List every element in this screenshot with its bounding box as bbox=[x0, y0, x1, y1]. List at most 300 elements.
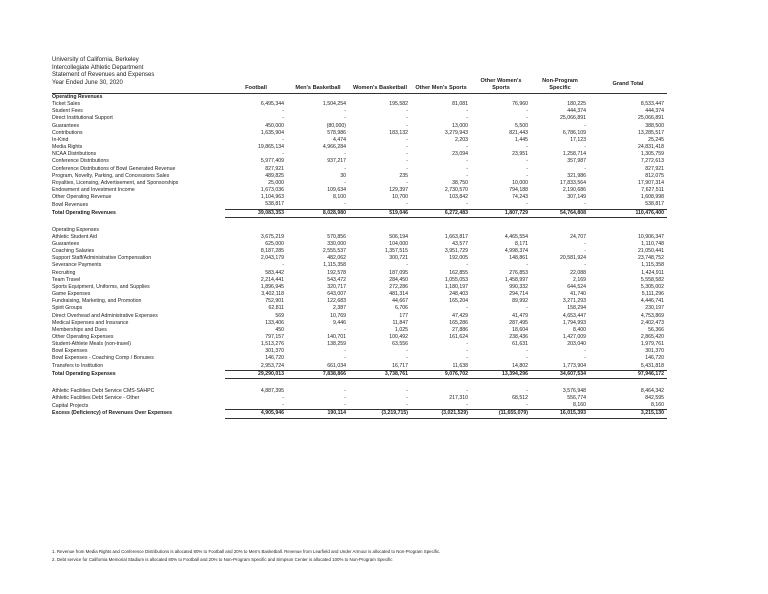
cell-other-men-s-sports: 11,638 bbox=[452, 362, 468, 369]
row-label: Medical Expenses and Insurance bbox=[52, 319, 129, 326]
row-label: Support Staff/Administrative Compensation bbox=[52, 255, 152, 262]
cell-other-men-s-sports: 192,005 bbox=[449, 255, 468, 262]
cell-grand-total: 1,979,761 bbox=[640, 341, 664, 348]
cell-grand-total: 7,272,613 bbox=[640, 158, 664, 165]
cell-men-s-basketball: 9,446 bbox=[333, 319, 346, 326]
cell-grand-total: 3,215,130 bbox=[589, 410, 667, 418]
cell-men-s-basketball: - bbox=[344, 326, 346, 333]
cell-other-men-s-sports: 81,081 bbox=[452, 101, 468, 108]
table-row bbox=[52, 277, 667, 284]
row-label: Severance Payments bbox=[52, 262, 102, 269]
row-label: Endowment and Investment Income bbox=[52, 187, 135, 194]
cell-men-s-basketball: 320,717 bbox=[327, 283, 346, 290]
cell-non-program-specific: 24,707 bbox=[570, 233, 586, 240]
cell-non-program-specific: 16,015,393 bbox=[531, 410, 589, 418]
cell-other-women-s-sports: - bbox=[526, 402, 528, 409]
cell-grand-total: 5,431,818 bbox=[640, 362, 664, 369]
row-label: Conference Distributions bbox=[52, 158, 109, 165]
table-row bbox=[52, 402, 667, 410]
column-header-non-program-specific: Non-Program Specific bbox=[542, 78, 578, 91]
cell-other-men-s-sports: - bbox=[466, 387, 468, 394]
cell-other-women-s-sports: 276,853 bbox=[509, 269, 528, 276]
cell-grand-total: 21,050,441 bbox=[638, 248, 664, 255]
table-row bbox=[52, 101, 667, 108]
cell-football: 62,811 bbox=[268, 305, 284, 312]
cell-women-s-basketball: - bbox=[406, 151, 408, 158]
table-row bbox=[52, 388, 667, 395]
cell-football bbox=[225, 227, 287, 234]
table-row bbox=[52, 320, 667, 327]
cell-grand-total: 1,608,998 bbox=[640, 194, 664, 201]
cell-non-program-specific: 25,066,891 bbox=[560, 115, 586, 122]
cell-football: 3,402,118 bbox=[261, 291, 284, 298]
cell-non-program-specific: 17,833,564 bbox=[560, 179, 586, 186]
table-row bbox=[52, 255, 667, 262]
table-row bbox=[52, 291, 667, 298]
cell-non-program-specific bbox=[531, 94, 589, 102]
cell-grand-total bbox=[589, 378, 667, 388]
cell-men-s-basketball: 138,259 bbox=[327, 341, 346, 348]
row-label: Athletic Facilities Debt Service CMS-SAHPC bbox=[52, 387, 155, 394]
cell-non-program-specific bbox=[531, 217, 589, 227]
cell-other-women-s-sports: 89,992 bbox=[512, 298, 528, 305]
cell-women-s-basketball: 300,721 bbox=[389, 255, 408, 262]
cell-women-s-basketball: - bbox=[406, 179, 408, 186]
row-label: Guarantees bbox=[52, 122, 80, 129]
cell-women-s-basketball bbox=[349, 94, 411, 102]
cell-other-men-s-sports: - bbox=[466, 201, 468, 208]
cell-other-men-s-sports: 38,750 bbox=[452, 179, 468, 186]
total-row bbox=[52, 410, 667, 418]
cell-other-men-s-sports: (3,021,529) bbox=[411, 410, 471, 418]
cell-football: 1,673,036 bbox=[260, 187, 284, 194]
table-row bbox=[52, 201, 667, 209]
cell-other-women-s-sports: 5,500 bbox=[515, 122, 528, 129]
cell-women-s-basketball: - bbox=[406, 115, 408, 122]
cell-men-s-basketball: (80,000) bbox=[326, 122, 346, 129]
cell-men-s-basketball bbox=[287, 217, 349, 227]
cell-men-s-basketball bbox=[287, 94, 349, 102]
cell-grand-total: 25,066,891 bbox=[638, 115, 664, 122]
cell-women-s-basketball: - bbox=[406, 348, 408, 355]
cell-non-program-specific: 8,160 bbox=[573, 402, 586, 409]
cell-grand-total: 7,627,511 bbox=[641, 187, 664, 194]
cell-football: 39,083,353 bbox=[225, 209, 287, 217]
cell-other-women-s-sports: - bbox=[526, 355, 528, 362]
cell-men-s-basketball: 8,028,980 bbox=[287, 209, 349, 217]
cell-grand-total: 1,424,911 bbox=[641, 269, 664, 276]
cell-women-s-basketball: - bbox=[406, 402, 408, 409]
table-row bbox=[52, 137, 667, 144]
cell-grand-total: 812,075 bbox=[645, 172, 664, 179]
cell-football: 625,000 bbox=[265, 240, 284, 247]
column-header-row bbox=[52, 78, 667, 94]
cell-women-s-basketball: 104,000 bbox=[389, 240, 408, 247]
cell-other-women-s-sports: - bbox=[526, 115, 528, 122]
cell-other-men-s-sports: 27,886 bbox=[452, 326, 468, 333]
cell-grand-total: 4,753,869 bbox=[640, 312, 664, 319]
cell-football: - bbox=[282, 108, 284, 115]
cell-women-s-basketball: 195,582 bbox=[389, 101, 408, 108]
cell-men-s-basketball: 937,217 bbox=[327, 158, 346, 165]
table-row bbox=[52, 378, 667, 388]
cell-football: - bbox=[282, 151, 284, 158]
cell-non-program-specific: 1,258,714 bbox=[562, 151, 586, 158]
cell-other-men-s-sports: 3,279,943 bbox=[444, 129, 468, 136]
cell-other-men-s-sports: 3,951,729 bbox=[444, 248, 468, 255]
cell-grand-total: 5,305,002 bbox=[640, 283, 664, 290]
cell-non-program-specific: 41,740 bbox=[570, 291, 586, 298]
table-row bbox=[52, 180, 667, 187]
cell-other-men-s-sports: 161,624 bbox=[449, 334, 468, 340]
cell-grand-total: 110,476,400 bbox=[589, 209, 667, 217]
table-row bbox=[52, 173, 667, 180]
cell-non-program-specific: 22,088 bbox=[570, 269, 586, 276]
cell-other-women-s-sports: 68,512 bbox=[512, 395, 528, 402]
cell-other-women-s-sports: - bbox=[526, 165, 528, 172]
cell-other-women-s-sports: 794,188 bbox=[509, 187, 528, 194]
cell-non-program-specific: 1,794,993 bbox=[562, 319, 586, 326]
cell-other-women-s-sports: 61,631 bbox=[512, 341, 528, 348]
cell-non-program-specific: - bbox=[584, 201, 586, 208]
cell-other-women-s-sports bbox=[471, 94, 531, 102]
cell-football: 538,817 bbox=[265, 201, 284, 208]
cell-other-women-s-sports: 4,998,374 bbox=[504, 248, 528, 255]
cell-non-program-specific: - bbox=[584, 248, 586, 255]
cell-other-women-s-sports bbox=[471, 227, 531, 234]
total-row bbox=[52, 209, 667, 217]
cell-men-s-basketball: 10,769 bbox=[330, 312, 346, 319]
cell-football: 3,675,219 bbox=[260, 233, 284, 240]
cell-women-s-basketball: 10,700 bbox=[392, 194, 408, 201]
row-label: Fundraising, Marketing, and Promotion bbox=[52, 298, 142, 305]
cell-women-s-basketball bbox=[349, 217, 411, 227]
row-label: Spirit Groups bbox=[52, 305, 83, 312]
cell-other-women-s-sports: 294,714 bbox=[509, 291, 528, 298]
cell-other-women-s-sports: 1,458,997 bbox=[504, 276, 528, 283]
cell-football: 1,896,945 bbox=[260, 283, 284, 290]
cell-grand-total: 538,817 bbox=[645, 201, 664, 208]
header-line-statement: Statement of Revenues and Expenses bbox=[52, 72, 155, 78]
cell-football bbox=[225, 94, 287, 102]
cell-non-program-specific: 3,271,293 bbox=[562, 298, 586, 305]
table-row bbox=[52, 166, 667, 173]
cell-non-program-specific: 2,190,686 bbox=[562, 187, 586, 194]
row-label: Ticket Sales bbox=[52, 101, 81, 108]
cell-other-women-s-sports: - bbox=[526, 158, 528, 165]
cell-other-men-s-sports bbox=[411, 217, 471, 227]
cell-grand-total: 842,595 bbox=[645, 395, 664, 402]
cell-men-s-basketball: 570,856 bbox=[327, 233, 346, 240]
cell-women-s-basketball: 519,046 bbox=[349, 209, 411, 217]
cell-football: - bbox=[282, 402, 284, 409]
cell-other-men-s-sports: 23,094 bbox=[452, 151, 468, 158]
cell-non-program-specific: - bbox=[584, 348, 586, 355]
cell-other-women-s-sports: 23,951 bbox=[512, 151, 528, 158]
row-label: Sports Equipment, Uniforms, and Supplies bbox=[52, 283, 150, 290]
cell-other-women-s-sports: 821,443 bbox=[509, 129, 528, 136]
row-label: Direct Overhead and Administrative Expenses bbox=[52, 312, 158, 319]
cell-men-s-basketball: - bbox=[344, 402, 346, 409]
cell-grand-total: 5,111,296 bbox=[641, 291, 664, 298]
cell-women-s-basketball: - bbox=[406, 201, 408, 208]
cell-men-s-basketball: 140,701 bbox=[327, 334, 346, 340]
cell-football: 4,887,395 bbox=[260, 387, 284, 394]
cell-grand-total: 24,831,418 bbox=[638, 144, 664, 151]
cell-non-program-specific: 556,774 bbox=[567, 395, 586, 402]
cell-other-women-s-sports: 14,802 bbox=[512, 362, 528, 369]
header-line-period: Year Ended June 30, 2020 bbox=[52, 79, 123, 86]
table-row bbox=[52, 187, 667, 194]
table-row bbox=[52, 305, 667, 312]
cell-football bbox=[225, 217, 287, 227]
cell-other-women-s-sports: 1,445 bbox=[515, 136, 528, 143]
cell-women-s-basketball: 44,667 bbox=[392, 298, 408, 305]
row-label: Student-Athlete Meals (non-travel) bbox=[52, 341, 132, 348]
cell-football: 1,635,904 bbox=[260, 129, 284, 136]
cell-men-s-basketball: 543,472 bbox=[327, 276, 346, 283]
table-row bbox=[52, 341, 667, 348]
cell-grand-total bbox=[589, 94, 667, 102]
cell-other-men-s-sports: - bbox=[466, 108, 468, 115]
row-label: In-Kind bbox=[52, 136, 69, 143]
cell-women-s-basketball: 100,492 bbox=[389, 334, 408, 340]
cell-grand-total bbox=[589, 217, 667, 227]
cell-men-s-basketball: - bbox=[344, 115, 346, 122]
row-label: Memberships and Dues bbox=[52, 326, 107, 333]
table-row bbox=[52, 130, 667, 137]
cell-other-men-s-sports: 13,000 bbox=[452, 122, 468, 129]
cell-other-men-s-sports: - bbox=[466, 355, 468, 362]
cell-non-program-specific: 644,524 bbox=[567, 283, 586, 290]
cell-other-men-s-sports: 165,286 bbox=[449, 319, 468, 326]
cell-other-men-s-sports: 162,855 bbox=[449, 269, 468, 276]
row-label: Capital Projects bbox=[52, 402, 89, 409]
cell-non-program-specific: 34,607,534 bbox=[531, 370, 589, 378]
cell-grand-total: 10,906,347 bbox=[638, 233, 664, 240]
cell-grand-total: 97,946,172 bbox=[589, 370, 667, 378]
row-label: Student Fees bbox=[52, 108, 83, 115]
cell-men-s-basketball: 30 bbox=[340, 172, 346, 179]
cell-non-program-specific: 307,149 bbox=[567, 194, 586, 201]
table-row bbox=[52, 194, 667, 201]
row-label: Guarantees bbox=[52, 240, 80, 247]
cell-football: 752,901 bbox=[265, 298, 284, 305]
row-label: Excess (Deficiency) of Revenues Over Expenses bbox=[52, 410, 172, 417]
cell-women-s-basketball bbox=[349, 227, 411, 234]
cell-men-s-basketball: 192,578 bbox=[327, 269, 346, 276]
section-header-row bbox=[52, 227, 667, 234]
cell-men-s-basketball: - bbox=[344, 179, 346, 186]
cell-grand-total: 2,865,420 bbox=[640, 334, 664, 340]
table-row bbox=[52, 313, 667, 320]
cell-women-s-basketball: 506,194 bbox=[389, 233, 408, 240]
cell-other-men-s-sports: 1,055,053 bbox=[444, 276, 468, 283]
cell-men-s-basketball: - bbox=[344, 108, 346, 115]
row-label: Bowl Revenues bbox=[52, 201, 89, 208]
cell-other-men-s-sports: - bbox=[466, 305, 468, 312]
table-body bbox=[52, 94, 667, 419]
table-row bbox=[52, 241, 667, 248]
cell-non-program-specific: 17,123 bbox=[570, 136, 586, 143]
row-label: NCAA Distributions bbox=[52, 151, 97, 158]
table-row bbox=[52, 298, 667, 305]
total-row bbox=[52, 370, 667, 378]
cell-other-women-s-sports: - bbox=[526, 144, 528, 151]
cell-non-program-specific: 180,225 bbox=[567, 101, 586, 108]
cell-non-program-specific: - bbox=[584, 262, 586, 269]
row-label: Program, Novelty, Parking, and Concessions Sales bbox=[52, 172, 170, 179]
cell-women-s-basketball: - bbox=[406, 262, 408, 269]
cell-football: 827,921 bbox=[265, 165, 284, 172]
cell-football: 4,905,946 bbox=[225, 410, 287, 418]
table-row bbox=[52, 234, 667, 241]
footnote-1: 1. Revenue from Media Rights and Conference Distributions is allocated 80% to Football and 20% to Men's Basketball. Revenue from Learfield and Under Armour is allocated to Non-Program Specific. bbox=[52, 549, 441, 554]
cell-non-program-specific: 1,427,009 bbox=[562, 334, 586, 340]
cell-women-s-basketball: - bbox=[406, 108, 408, 115]
cell-men-s-basketball: 482,062 bbox=[327, 255, 346, 262]
row-label bbox=[52, 378, 225, 388]
row-label: Other Operating Expenses bbox=[52, 334, 114, 340]
cell-grand-total: 4,446,741 bbox=[640, 298, 664, 305]
cell-non-program-specific bbox=[531, 378, 589, 388]
row-label: Media Rights bbox=[52, 144, 83, 151]
cell-women-s-basketball: - bbox=[406, 165, 408, 172]
row-label: Total Operating Expenses bbox=[52, 370, 116, 377]
cell-non-program-specific: 8,400 bbox=[573, 326, 586, 333]
header-line-university: University of California, Berkeley bbox=[52, 57, 139, 63]
table-row bbox=[52, 123, 667, 130]
cell-non-program-specific: - bbox=[584, 240, 586, 247]
cell-other-men-s-sports: - bbox=[466, 402, 468, 409]
cell-football: 2,214,441 bbox=[260, 276, 284, 283]
cell-other-women-s-sports: - bbox=[526, 108, 528, 115]
cell-women-s-basketball: 481,314 bbox=[389, 291, 408, 298]
cell-other-men-s-sports: - bbox=[466, 341, 468, 348]
table-row bbox=[52, 151, 667, 158]
cell-other-women-s-sports: 4,465,554 bbox=[504, 233, 528, 240]
cell-other-men-s-sports: - bbox=[466, 172, 468, 179]
cell-other-women-s-sports: (11,655,079) bbox=[471, 410, 531, 418]
cell-men-s-basketball: 8,100 bbox=[333, 194, 346, 201]
cell-other-women-s-sports: 148,861 bbox=[509, 255, 528, 262]
column-header-other-mens-sports: Other Men's Sports bbox=[415, 84, 467, 91]
cell-football: 5,977,409 bbox=[260, 158, 284, 165]
cell-non-program-specific: - bbox=[584, 165, 586, 172]
cell-other-men-s-sports: 1,180,197 bbox=[444, 283, 468, 290]
table-row bbox=[52, 158, 667, 165]
cell-grand-total: 230,197 bbox=[645, 305, 664, 312]
cell-other-women-s-sports: 8,171 bbox=[515, 240, 528, 247]
cell-football: 29,290,013 bbox=[225, 370, 287, 378]
row-label: Direct Institutional Support bbox=[52, 115, 113, 122]
cell-men-s-basketball: 2,555,537 bbox=[322, 248, 346, 255]
cell-football: 450,000 bbox=[265, 122, 284, 129]
cell-non-program-specific: 3,576,948 bbox=[562, 387, 586, 394]
cell-men-s-basketball: - bbox=[344, 387, 346, 394]
cell-women-s-basketball: 129,397 bbox=[389, 187, 408, 194]
cell-men-s-basketball: 122,683 bbox=[327, 298, 346, 305]
row-label: Total Operating Revenues bbox=[52, 209, 116, 216]
cell-men-s-basketball: - bbox=[344, 355, 346, 362]
cell-football: 301,370 bbox=[265, 348, 284, 355]
row-label: Team Travel bbox=[52, 276, 81, 283]
cell-women-s-basketball: 187,095 bbox=[389, 269, 408, 276]
cell-men-s-basketball: - bbox=[344, 165, 346, 172]
cell-other-men-s-sports: 165,204 bbox=[449, 298, 468, 305]
table-row bbox=[52, 115, 667, 122]
row-label: Athletic Facilities Debt Service - Other bbox=[52, 395, 140, 402]
cell-non-program-specific: 444,374 bbox=[567, 108, 586, 115]
column-header-mens-basketball: Men's Basketball bbox=[295, 84, 341, 91]
row-label: Conference Distributions of Bowl Generated Revenue bbox=[52, 165, 176, 172]
cell-football: 2,043,179 bbox=[260, 255, 284, 262]
table-row bbox=[52, 363, 667, 371]
cell-non-program-specific: 158,294 bbox=[567, 305, 586, 312]
cell-other-men-s-sports: - bbox=[466, 144, 468, 151]
cell-football: 6,495,344 bbox=[260, 101, 284, 108]
row-label: Bowl Expenses - Coaching Comp / Bonuses bbox=[52, 355, 154, 362]
cell-other-men-s-sports: - bbox=[466, 348, 468, 355]
cell-football bbox=[225, 378, 287, 388]
row-label: Coaching Salaries bbox=[52, 248, 95, 255]
cell-non-program-specific: 54,764,808 bbox=[531, 209, 589, 217]
cell-other-women-s-sports: 74,243 bbox=[512, 194, 528, 201]
cell-men-s-basketball: - bbox=[344, 151, 346, 158]
cell-men-s-basketball: 4,474 bbox=[333, 136, 346, 143]
cell-men-s-basketball bbox=[287, 378, 349, 388]
cell-other-men-s-sports: 103,842 bbox=[449, 194, 468, 201]
cell-women-s-basketball: - bbox=[406, 158, 408, 165]
cell-other-men-s-sports: - bbox=[466, 115, 468, 122]
cell-women-s-basketball: (3,219,715) bbox=[349, 410, 411, 418]
cell-football: 569 bbox=[275, 312, 284, 319]
cell-football: - bbox=[282, 136, 284, 143]
row-label: Other Operating Revenue bbox=[52, 194, 112, 201]
cell-other-men-s-sports: - bbox=[466, 262, 468, 269]
cell-women-s-basketball: 177 bbox=[399, 312, 408, 319]
cell-grand-total: 5,558,582 bbox=[640, 276, 664, 283]
cell-other-women-s-sports: - bbox=[526, 387, 528, 394]
cell-men-s-basketball: - bbox=[344, 201, 346, 208]
cell-men-s-basketball: 578,986 bbox=[327, 129, 346, 136]
cell-other-women-s-sports: - bbox=[526, 305, 528, 312]
cell-football: 797,157 bbox=[265, 334, 284, 340]
cell-other-men-s-sports: 217,310 bbox=[449, 395, 468, 402]
cell-grand-total: 56,366 bbox=[648, 326, 664, 333]
cell-football: - bbox=[282, 262, 284, 269]
cell-other-women-s-sports: - bbox=[526, 172, 528, 179]
cell-grand-total: 17,907,314 bbox=[638, 179, 664, 186]
cell-football: - bbox=[282, 115, 284, 122]
cell-women-s-basketball: 235 bbox=[399, 172, 408, 179]
cell-non-program-specific: 2,169 bbox=[573, 276, 586, 283]
cell-non-program-specific: 1,773,904 bbox=[562, 362, 586, 369]
cell-non-program-specific: - bbox=[584, 144, 586, 151]
cell-non-program-specific: 20,581,924 bbox=[560, 255, 586, 262]
row-label: Royalties, Licensing, Advertisement, and Sponsorships bbox=[52, 179, 179, 186]
table-row bbox=[52, 334, 667, 341]
cell-women-s-basketball bbox=[349, 378, 411, 388]
cell-football: 489,825 bbox=[265, 172, 284, 179]
cell-women-s-basketball: 1,357,515 bbox=[384, 248, 408, 255]
cell-men-s-basketball: 1,504,254 bbox=[322, 101, 346, 108]
cell-grand-total: 444,374 bbox=[645, 108, 664, 115]
cell-other-women-s-sports: 238,436 bbox=[509, 334, 528, 340]
cell-grand-total: 388,500 bbox=[645, 122, 664, 129]
cell-other-men-s-sports: - bbox=[466, 158, 468, 165]
cell-men-s-basketball: 7,838,866 bbox=[287, 370, 349, 378]
